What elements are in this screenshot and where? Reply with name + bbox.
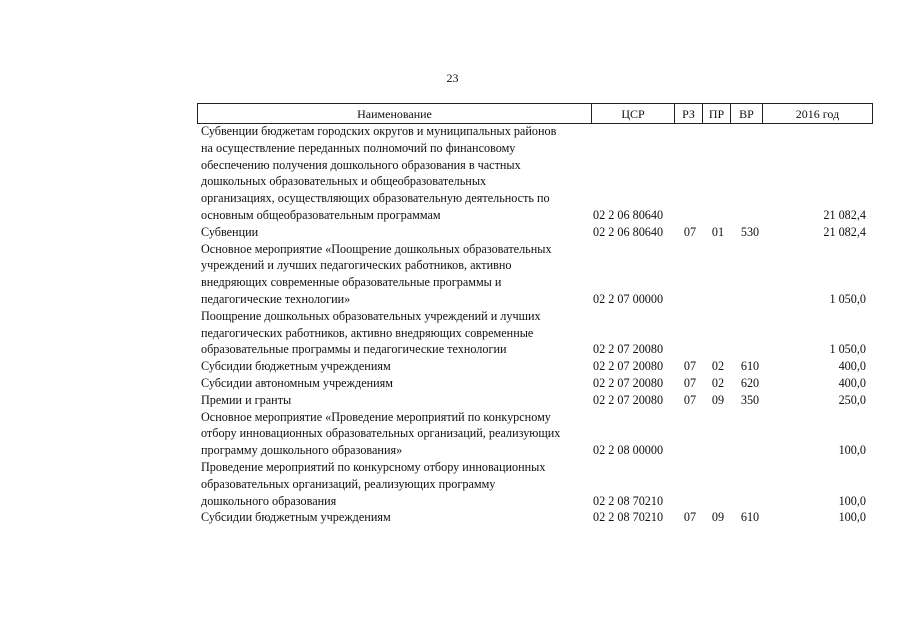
row-name-line: основным общеобразовательным программам xyxy=(201,207,441,222)
row-name-line: Субсидии бюджетным учреждениям xyxy=(201,359,391,374)
row-name-line: обеспечению получения дошкольного образования в частных xyxy=(201,157,521,172)
row-csr: 02 2 07 20080 xyxy=(593,392,664,407)
row-sum: 1 050,0 xyxy=(829,291,866,306)
table-row xyxy=(0,308,905,358)
row-rz: 07 xyxy=(683,376,697,390)
row-name-line: Субсидии бюджетным учреждениям xyxy=(201,510,391,525)
row-name xyxy=(201,224,593,241)
row-name-line: Основное мероприятие «Проведение мероприятий по конкурсному xyxy=(201,409,551,424)
row-name-line: образовательных организаций, реализующих программу xyxy=(201,476,496,491)
table-header xyxy=(197,103,873,124)
row-sum: 100,0 xyxy=(838,493,866,508)
table-row xyxy=(0,358,905,375)
table-row xyxy=(0,392,905,409)
row-name-line: Поощрение дошкольных образовательных учреждений и лучших xyxy=(201,308,541,323)
row-csr: 02 2 07 00000 xyxy=(593,291,664,306)
row-name-line: образовательные программы и педагогические технологии xyxy=(201,342,507,357)
header-pr: ПР xyxy=(702,104,730,123)
row-sum: 21 082,4 xyxy=(823,224,866,239)
header-csr: ЦСР xyxy=(591,104,674,123)
row-pr: 09 xyxy=(711,510,725,525)
table-row xyxy=(0,241,905,308)
row-pr: 09 xyxy=(711,392,725,407)
row-name-line: организациях, осуществляющих образовательную деятельность по xyxy=(201,191,550,206)
header-rz: РЗ xyxy=(674,104,702,123)
row-csr: 02 2 07 20080 xyxy=(593,359,664,374)
row-name xyxy=(201,358,593,375)
row-name xyxy=(201,509,593,526)
row-name xyxy=(201,123,593,224)
row-name-line: дошкольного образования xyxy=(201,493,337,508)
row-name-line: Субсидии автономным учреждениям xyxy=(201,376,393,390)
table-row xyxy=(0,509,905,526)
row-name-line: педагогических работников, активно внедряющих современные xyxy=(201,325,534,340)
row-csr: 02 2 08 70210 xyxy=(593,510,664,525)
row-name xyxy=(201,308,593,358)
header-name: Наименование xyxy=(197,104,591,123)
row-name-line: дошкольных образовательных и общеобразовательных xyxy=(201,174,487,189)
row-csr: 02 2 07 20080 xyxy=(593,376,664,390)
row-csr: 02 2 06 80640 xyxy=(593,224,664,239)
row-rz: 07 xyxy=(683,224,697,239)
row-sum: 1 050,0 xyxy=(829,342,866,357)
row-csr: 02 2 06 80640 xyxy=(593,208,664,222)
row-sum: 250,0 xyxy=(838,392,866,407)
row-name-line: учреждений и лучших педагогических работников, активно xyxy=(201,258,512,273)
row-name-line: Основное мероприятие «Поощрение дошкольных образовательных xyxy=(201,241,552,256)
row-name-line: программу дошкольного образования» xyxy=(201,443,403,458)
table-row xyxy=(0,123,905,224)
table-row xyxy=(0,224,905,241)
row-sum: 400,0 xyxy=(838,359,866,374)
row-name xyxy=(201,375,593,392)
row-pr: 01 xyxy=(711,224,725,239)
table-row xyxy=(0,375,905,392)
row-name xyxy=(201,392,593,409)
row-csr: 02 2 07 20080 xyxy=(593,342,664,357)
row-csr: 02 2 08 00000 xyxy=(593,443,664,458)
row-vr: 620 xyxy=(740,376,760,390)
row-pr: 02 xyxy=(711,376,725,390)
row-vr: 610 xyxy=(740,359,760,374)
row-sum: 100,0 xyxy=(838,510,866,525)
header-year: 2016 год xyxy=(762,104,873,123)
page-number: 23 xyxy=(446,71,459,85)
row-rz: 07 xyxy=(683,392,697,407)
row-name-line: Субвенции бюджетам городских округов и муниципальных районов xyxy=(201,124,557,138)
row-name-line: педагогические технологии» xyxy=(201,291,351,306)
row-sum: 100,0 xyxy=(838,443,866,458)
header-vr: ВР xyxy=(730,104,762,123)
row-csr: 02 2 08 70210 xyxy=(593,493,664,508)
row-vr: 350 xyxy=(740,392,760,407)
row-name xyxy=(201,241,593,308)
row-name xyxy=(201,459,593,509)
row-rz: 07 xyxy=(683,510,697,525)
row-rz: 07 xyxy=(683,359,697,374)
row-name-line: отбору инновационных образовательных организаций, реализующих xyxy=(201,426,561,441)
row-name-line: на осуществление переданных полномочий по финансовому xyxy=(201,140,516,155)
row-name xyxy=(201,409,593,459)
row-name-line: внедряющих современные образовательные программы и xyxy=(201,275,502,290)
row-name-line: Субвенции xyxy=(201,224,259,239)
table-row xyxy=(0,459,905,509)
row-name-line: Премии и гранты xyxy=(201,392,292,407)
row-sum: 21 082,4 xyxy=(823,208,866,222)
table-row xyxy=(0,409,905,459)
row-vr: 610 xyxy=(740,510,760,525)
row-name-line: Проведение мероприятий по конкурсному отбору инновационных xyxy=(201,460,546,474)
row-vr: 530 xyxy=(740,224,760,239)
row-pr: 02 xyxy=(711,359,725,374)
row-sum: 400,0 xyxy=(838,376,866,390)
